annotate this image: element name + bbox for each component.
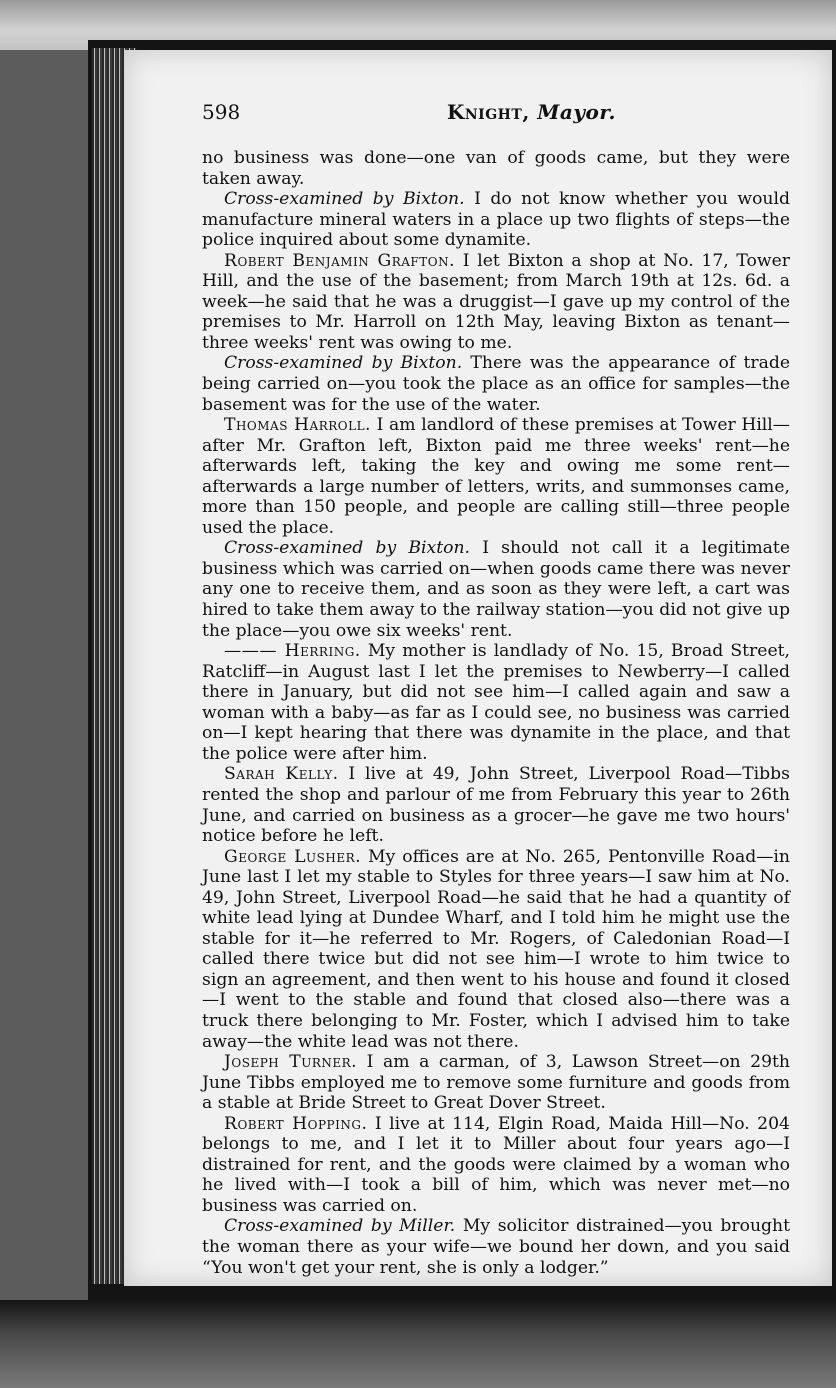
paragraph-text: I let Bixton a shop at No. 17, Tower Hill, and the use of the basement; from March 19th at 12s. 6d. a week—he said that he was a druggist—I gave up my control of the premises to Mr. Harroll on 12th May, leaving Bixton as tenant—three weeks' rent was owing to me. — [202, 250, 791, 353]
paragraph — [202, 1114, 790, 1217]
paragraph-text: My offices are at No. 265, Pentonville Road—in June last I let my stable to Styles for three years—I saw him at No. 49, John Street, Liverpool Road—he said that he had a quantity of white lead lying at Dundee Wharf, and I told him he might use the stable for it—he referred to Mr. Rogers, of Caledonian Road—I called there twice but did not see him—I wrote to him twice to sign an agreement, and then went to his house and found it closed—I went to the stable and found that closed also—there was a truck there belonging to Mr. Foster, which I advised him to take away—the white lead was not there. — [202, 846, 790, 1052]
paragraph — [202, 847, 790, 1052]
paragraph-text: I should not call it a legitimate business which was carried on—when goods came there was never any one to receive them, and as soon as they were left, a cart was hired to take them away to the railway station—you did not give up the place—you owe six weeks' rent. — [202, 538, 790, 641]
paragraph-lead: Robert Hopping. — [224, 1113, 368, 1134]
page-header — [202, 100, 722, 130]
page-number: 598 — [202, 100, 241, 124]
running-head-name: Knight, — [447, 100, 530, 124]
paragraph-lead: Cross-examined by Miller. — [224, 1216, 456, 1237]
paragraph — [202, 1216, 790, 1278]
paragraph-lead: ——— Herring. — [224, 641, 361, 662]
scan-bottom-margin — [0, 1300, 836, 1388]
paragraph-lead: Thomas Harroll. — [224, 415, 372, 436]
running-head — [447, 100, 616, 124]
running-head-title: Mayor. — [537, 100, 616, 124]
paragraph — [202, 148, 790, 189]
paragraph-text: I do not know whether you would manufacture mineral waters in a place up two flights of steps—the police inquired about some dynamite. — [202, 189, 791, 251]
paragraph-lead: Cross-examined by Bixton. — [224, 538, 471, 559]
paragraph-text: I am a carman, of 3, Lawson Street—on 29th June Tibbs employed me to remove some furniture and goods from a stable at Bride Street to Great Dover Street. — [202, 1052, 790, 1114]
paragraph-lead: Sarah Kelly. — [224, 764, 339, 785]
paragraph-text: no business was done—one van of goods came, but they were taken away. — [202, 148, 790, 189]
paragraph-lead: Cross-examined by Bixton. — [224, 189, 465, 210]
paragraph — [202, 189, 790, 251]
body-text — [202, 148, 790, 1278]
book-page — [124, 50, 832, 1286]
paragraph — [202, 641, 790, 764]
paragraph-text: My solicitor distrained—you brought the woman there as your wife—we bound her down, and you said “You won't get your rent, she is only a lodger.” — [202, 1216, 790, 1278]
paragraph-lead: Robert Benjamin Grafton. — [224, 250, 456, 271]
paragraph — [202, 251, 790, 354]
paragraph-lead: Cross-examined by Bixton. — [224, 353, 463, 374]
paragraph — [202, 353, 790, 415]
paragraph — [202, 1052, 790, 1114]
paragraph-text: I live at 49, John Street, Liverpool Road—Tibbs rented the shop and parlour of me from February this year to 26th June, and carried on business as a grocer—he gave me two hours' notice before he left. — [202, 764, 791, 847]
paragraph-text: I live at 114, Elgin Road, Maida Hill—No. 204 belongs to me, and I let it to Miller about four years ago—I distrained for rent, and the goods were claimed by a woman who he lived with—I took a bill of him, which was never met—no business was carried on. — [202, 1113, 790, 1216]
paragraph — [202, 538, 790, 641]
paragraph — [202, 764, 790, 846]
paragraph-lead: Joseph Turner. — [224, 1052, 358, 1073]
paragraph-lead: George Lusher. — [224, 846, 362, 867]
paragraph-text: My mother is landlady of No. 15, Broad Street, Ratcliff—in August last I let the premises to Newberry—I called there in January, but did not see him—I called again and saw a woman with a baby—as far as I could see, no business was carried on—I kept hearing that there was dynamite in the place, and that the police were after him. — [202, 641, 790, 764]
paragraph-text: I am landlord of these premises at Tower Hill—after Mr. Grafton left, Bixton paid me three weeks' rent—he afterwards left, taking the key and owing me some rent—afterwards a large number of letters, writs, and summonses came, more than 150 people, and people are calling still—three people used the place. — [202, 415, 790, 538]
paragraph — [202, 415, 790, 538]
paragraph-text: There was the appearance of trade being carried on—you took the place as an office for samples—the basement was for the use of the water. — [202, 353, 790, 415]
